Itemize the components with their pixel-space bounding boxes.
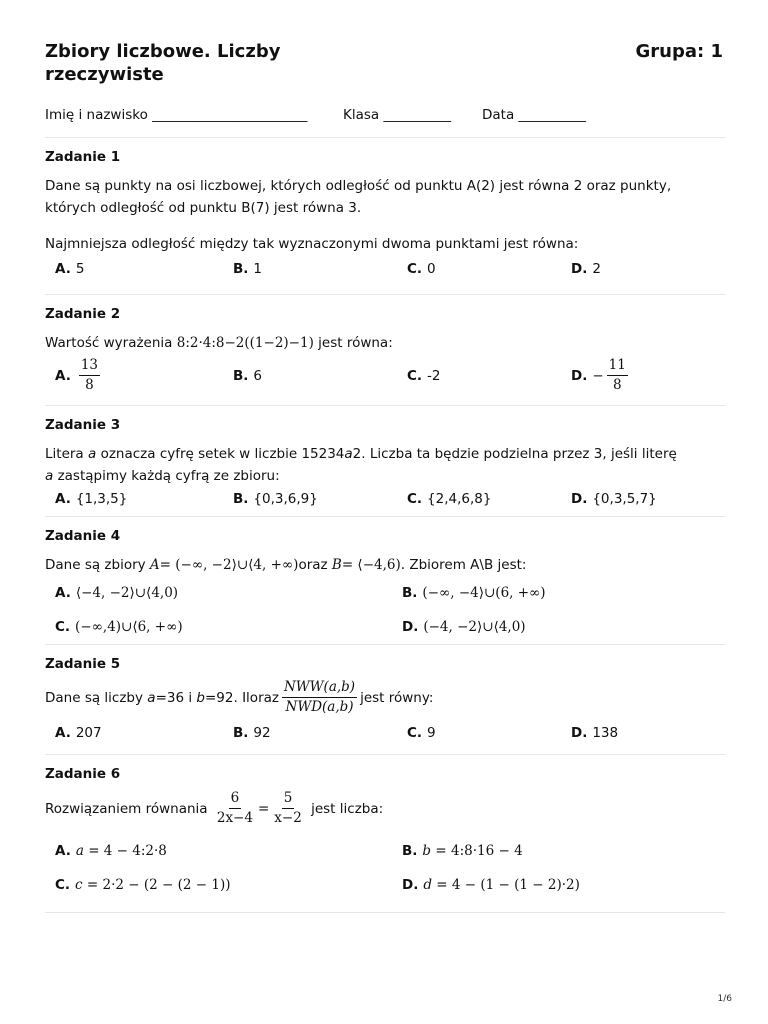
task-text: Dane są liczby a =36 i b =92. Iloraz $\frac{\text{NWW(a,b)}}{\text{NWD(a,b)}}$ jest równy: <box>45 679 434 715</box>
option-b[interactable]: B. 92 <box>233 725 271 741</box>
task-text: Dane są zbiory A= (−∞, −2⟩∪⟨4, +∞)oraz B= ⟨−4,6). Zbiorem A\B jest: <box>45 557 527 573</box>
option-d[interactable]: D. (−4, −2⟩∪⟨4,0) <box>402 619 526 635</box>
task-title: Zadanie 5 <box>45 656 121 672</box>
task-text: Dane są punkty na osi liczbowej, których odległość od punktu A(2) jest równa 2 oraz punkty, których odległość od punktu B(7) jest równa 3. <box>45 178 672 216</box>
worksheet-header <box>45 40 725 86</box>
option-c[interactable]: C. (−∞,4)∪⟨6, +∞) <box>55 619 183 635</box>
task-title: Zadanie 3 <box>45 417 121 433</box>
name-field: Imię i nazwisko _______________________ <box>45 107 308 123</box>
option-a[interactable]: A. ⟨−4, −2⟩∪⟨4,0) <box>55 585 179 601</box>
answer-options <box>45 582 725 604</box>
answer-options <box>45 356 725 395</box>
task-1 <box>45 138 725 294</box>
option-c[interactable]: C. -2 <box>407 367 441 384</box>
option-a[interactable]: A. 207 <box>55 725 102 741</box>
page-number: 1/6 <box>717 994 732 1004</box>
option-d[interactable]: D. 138 <box>571 725 619 741</box>
option-c[interactable]: C. c = 2·2 − (2 − (2 − 1)) <box>55 877 231 893</box>
fraction: $\frac{13}{8}$ <box>80 357 99 393</box>
task-text: Wartość wyrażenia 8:2·4:8−2((1−2)−1) jest równa: <box>45 335 393 351</box>
option-b[interactable]: B. {0,3,6,9} <box>233 491 318 507</box>
option-c[interactable]: C. {2,4,6,8} <box>407 491 492 507</box>
task-title: Zadanie 1 <box>45 149 121 165</box>
option-c[interactable]: C. 0 <box>407 261 436 277</box>
answer-options <box>45 722 725 744</box>
worksheet-title: Zbiory liczbowe. Liczby rzeczywiste <box>45 41 281 85</box>
task-6 <box>45 755 725 912</box>
task-2 <box>45 295 725 405</box>
task-title: Zadanie 2 <box>45 306 121 322</box>
option-b[interactable]: B. 1 <box>233 261 263 277</box>
option-b[interactable]: B. 6 <box>233 367 263 384</box>
group-label: Grupa: 1 <box>635 41 723 62</box>
option-d[interactable]: D. 2 <box>571 261 601 277</box>
worksheet-page <box>45 40 725 913</box>
option-d[interactable]: D. d = 4 − (1 − (1 − 2)·2) <box>402 877 580 893</box>
answer-options <box>45 874 725 896</box>
date-field: Data __________ <box>482 107 587 123</box>
task-question: Najmniejsza odległość między tak wyznaczonymi dwoma punktami jest równa: <box>45 236 579 252</box>
fraction: $\frac{6}{2x-4}$ <box>216 790 253 826</box>
task-text: Rozwiązaniem równania $\frac{6}{2x-4}$ = $\frac{5}{x-2}$ jest liczba: <box>45 790 384 826</box>
answer-options <box>45 616 725 638</box>
option-c[interactable]: C. 9 <box>407 725 436 741</box>
option-b[interactable]: B. (−∞, −4⟩∪(6, +∞) <box>402 585 546 601</box>
task-5 <box>45 645 725 754</box>
answer-options <box>45 488 725 510</box>
task-4 <box>45 517 725 644</box>
option-d[interactable]: D. − $\frac{11}{8}$ <box>571 357 626 393</box>
fraction: $\frac{\text{NWW(a,b)}}{\text{NWD(a,b)}}$ <box>283 679 356 715</box>
expression: 8:2·4:8−2((1−2)−1) <box>176 335 314 351</box>
task-title: Zadanie 6 <box>45 766 121 782</box>
divider <box>45 912 725 913</box>
answer-options <box>45 840 725 862</box>
option-a[interactable]: A. $\frac{13}{8}$ <box>55 357 99 393</box>
option-b[interactable]: B. b = 4:8·16 − 4 <box>402 843 523 859</box>
option-a[interactable]: A. a = 4 − 4:2·8 <box>55 843 167 859</box>
task-title: Zadanie 4 <box>45 528 121 544</box>
class-field: Klasa __________ <box>343 107 451 123</box>
student-info-row <box>45 107 725 127</box>
task-3 <box>45 406 725 516</box>
task-text: Litera a oznacza cyfrę setek w liczbie 15234a2. Liczba ta będzie podzielna przez 3, jeśli literę a zastąpimy każdą cyfrą ze zbioru: <box>45 446 677 484</box>
answer-options <box>45 258 725 280</box>
option-d[interactable]: D. {0,3,5,7} <box>571 491 657 507</box>
option-a[interactable]: A. 5 <box>55 261 85 277</box>
fraction: $\frac{5}{x-2}$ <box>274 790 302 826</box>
fraction: $\frac{11}{8}$ <box>608 357 626 393</box>
option-a[interactable]: A. {1,3,5} <box>55 491 128 507</box>
